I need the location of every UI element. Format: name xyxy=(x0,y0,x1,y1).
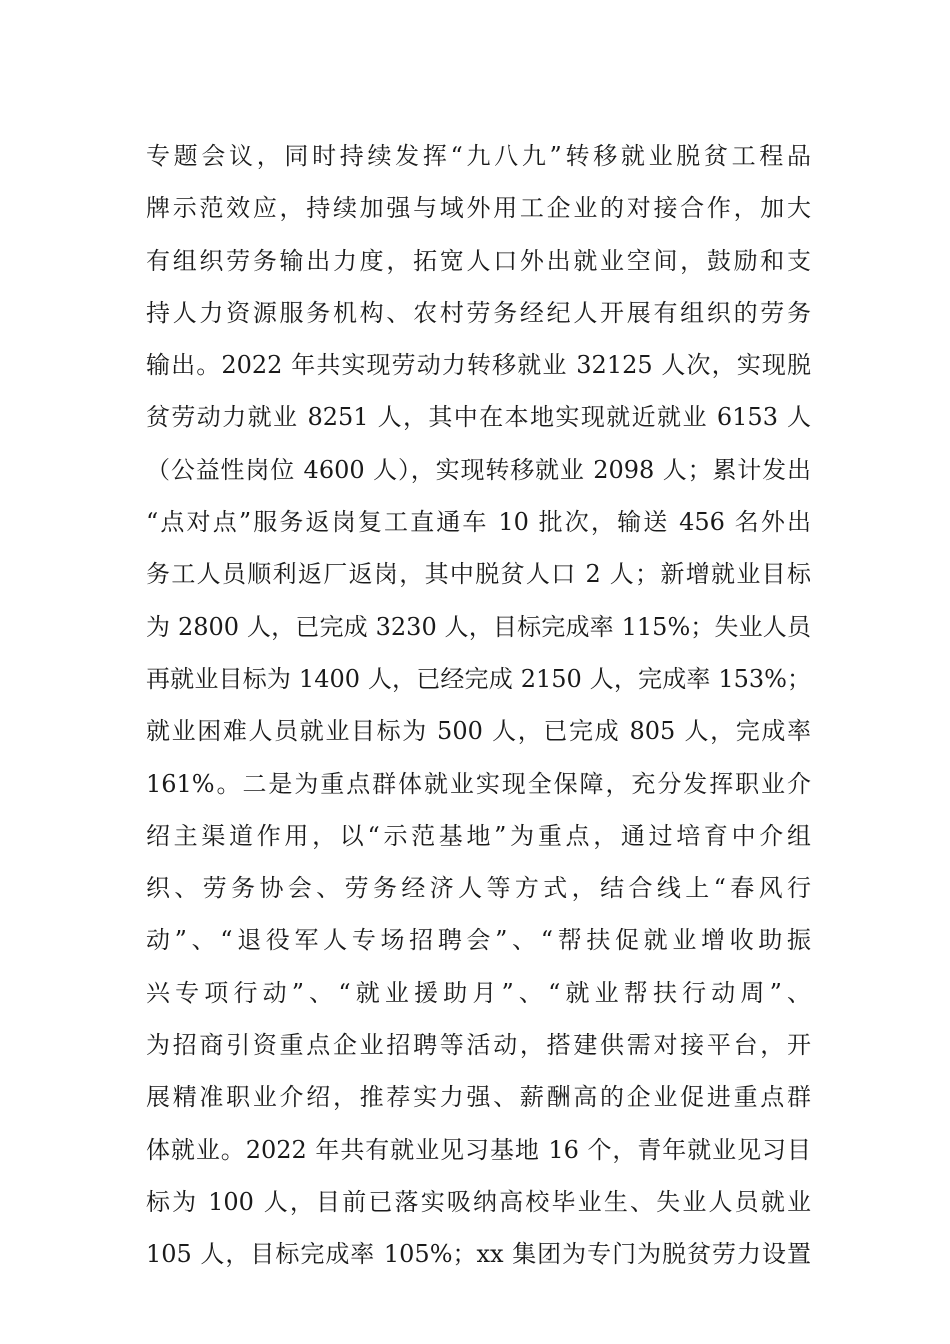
text-line-16: 动”、“退役军人专场招聘会”、“帮扶促就业增收助振 xyxy=(146,926,811,955)
text-line-21: 标为 100 人，目前已落实吸纳高校毕业生、失业人员就业 xyxy=(146,1187,811,1216)
text-line-3: 有组织劳务输出力度，拓宽人口外出就业空间，鼓励和支 xyxy=(146,246,811,275)
text-line-7: （公益性岗位 4600 人），实现转移就业 2098 人；累计发出 xyxy=(146,455,811,484)
text-line-17: 兴专项行动”、“就业援助月”、“就业帮扶行动周”、 xyxy=(146,978,811,1007)
text-line-11: 再就业目标为 1400 人，已经完成 2150 人，完成率 153%； xyxy=(146,664,811,693)
text-line-5: 输出。2022 年共实现劳动力转移就业 32125 人次，实现脱 xyxy=(146,351,811,380)
text-line-2: 牌示范效应，持续加强与域外用工企业的对接合作，加大 xyxy=(146,194,811,223)
text-line-6: 贫劳动力就业 8251 人，其中在本地实现就近就业 6153 人 xyxy=(146,403,811,432)
text-line-9: 务工人员顺利返厂返岗，其中脱贫人口 2 人；新增就业目标 xyxy=(146,560,811,589)
text-line-4: 持人力资源服务机构、农村劳务经纪人开展有组织的劳务 xyxy=(146,298,811,327)
text-line-12: 就业困难人员就业目标为 500 人，已完成 805 人，完成率 xyxy=(146,717,811,746)
text-line-13: 161%。二是为重点群体就业实现全保障，充分发挥职业介 xyxy=(146,769,811,798)
text-line-8: “点对点”服务返岗复工直通车 10 批次，输送 456 名外出 xyxy=(146,508,811,537)
text-line-14: 绍主渠道作用，以“示范基地”为重点，通过培育中介组 xyxy=(146,821,811,850)
text-line-15: 织、劳务协会、劳务经济人等方式，结合线上“春风行 xyxy=(146,874,811,903)
text-line-18: 为招商引资重点企业招聘等活动，搭建供需对接平台，开 xyxy=(146,1031,811,1060)
body-paragraph xyxy=(146,130,811,1281)
text-line-19: 展精准职业介绍，推荐实力强、薪酬高的企业促进重点群 xyxy=(146,1083,811,1112)
text-line-22: 105 人，目标完成率 105%；xx 集团为专门为脱贫劳力设置 xyxy=(146,1240,811,1269)
text-line-10: 为 2800 人，已完成 3230 人，目标完成率 115%；失业人员 xyxy=(146,612,811,641)
text-line-20: 体就业。2022 年共有就业见习基地 16 个，青年就业见习目 xyxy=(146,1135,811,1164)
text-line-1: 专题会议，同时持续发挥“九八九”转移就业脱贫工程品 xyxy=(146,142,811,170)
